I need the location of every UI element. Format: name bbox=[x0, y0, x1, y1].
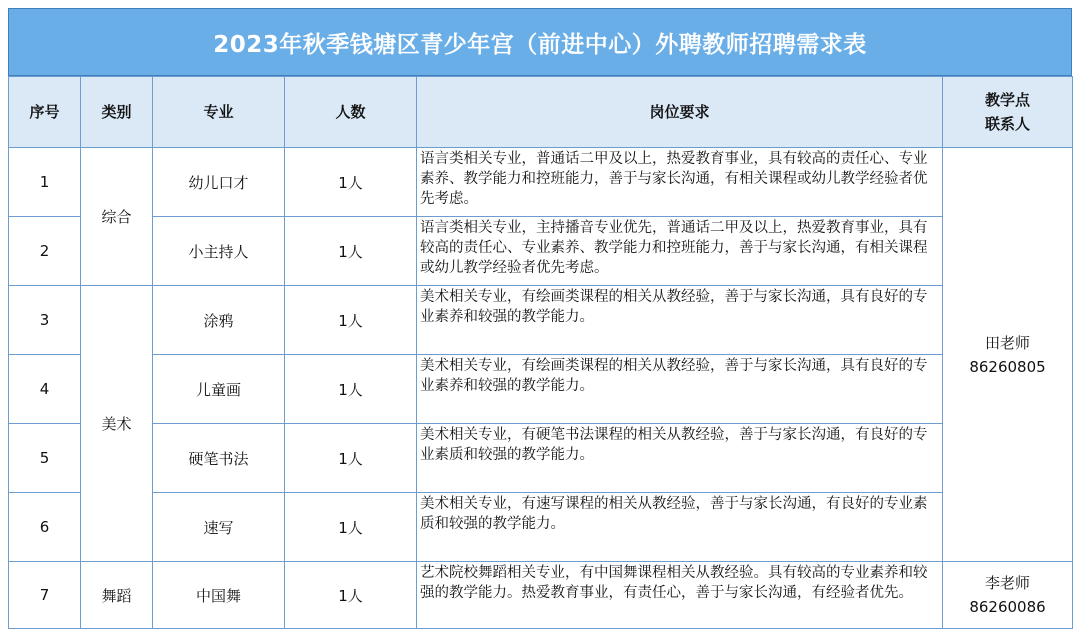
cell-index: 1 bbox=[9, 148, 81, 217]
header-contact bbox=[943, 77, 1073, 148]
cell-contact bbox=[943, 148, 1073, 562]
cell-count: 1人 bbox=[285, 148, 417, 217]
table-row bbox=[9, 493, 1073, 562]
cell-category: 美术 bbox=[81, 286, 153, 562]
cell-category: 综合 bbox=[81, 148, 153, 286]
cell-requirement: 美术相关专业，有绘画类课程的相关从教经验，善于与家长沟通，具有良好的专业素养和较强的教学能力。 bbox=[417, 286, 943, 355]
table-title-bar bbox=[8, 8, 1072, 76]
header-count: 人数 bbox=[285, 77, 417, 148]
cell-count: 1人 bbox=[285, 493, 417, 562]
table-row bbox=[9, 424, 1073, 493]
cell-major: 小主持人 bbox=[153, 217, 285, 286]
table-row bbox=[9, 562, 1073, 629]
header-requirement: 岗位要求 bbox=[417, 77, 943, 148]
cell-index: 2 bbox=[9, 217, 81, 286]
header-index: 序号 bbox=[9, 77, 81, 148]
contact-phone: 86260086 bbox=[969, 598, 1046, 616]
cell-index: 7 bbox=[9, 562, 81, 629]
cell-major: 中国舞 bbox=[153, 562, 285, 629]
header-row bbox=[9, 77, 1073, 148]
header-major: 专业 bbox=[153, 77, 285, 148]
cell-major: 幼儿口才 bbox=[153, 148, 285, 217]
cell-count: 1人 bbox=[285, 286, 417, 355]
cell-index: 5 bbox=[9, 424, 81, 493]
contact-name: 李老师 bbox=[984, 574, 1030, 592]
contact-phone: 86260805 bbox=[969, 357, 1046, 376]
cell-index: 6 bbox=[9, 493, 81, 562]
table-row bbox=[9, 286, 1073, 355]
cell-index: 3 bbox=[9, 286, 81, 355]
recruitment-table bbox=[8, 76, 1073, 629]
cell-count: 1人 bbox=[285, 355, 417, 424]
cell-major: 涂鸦 bbox=[153, 286, 285, 355]
header-category: 类别 bbox=[81, 77, 153, 148]
header-contact-line1: 教学点 bbox=[984, 91, 1030, 109]
header-contact-line2: 联系人 bbox=[984, 115, 1030, 133]
cell-requirement: 美术相关专业，有绘画类课程的相关从教经验，善于与家长沟通，具有良好的专业素养和较强的教学能力。 bbox=[417, 355, 943, 424]
table-row bbox=[9, 355, 1073, 424]
cell-major: 速写 bbox=[153, 493, 285, 562]
cell-requirement: 语言类相关专业，主持播音专业优先，普通话二甲及以上，热爱教育事业，具有较高的责任心、专业素养、教学能力和控班能力，善于与家长沟通，有相关课程或幼儿教学经验者优先考虑。 bbox=[417, 217, 943, 286]
cell-major: 儿童画 bbox=[153, 355, 285, 424]
cell-count: 1人 bbox=[285, 217, 417, 286]
page-title: 2023年秋季钱塘区青少年宫（前进中心）外聘教师招聘需求表 bbox=[213, 31, 867, 58]
cell-category: 舞蹈 bbox=[81, 562, 153, 629]
cell-requirement: 美术相关专业，有硬笔书法课程的相关从教经验，善于与家长沟通，有良好的专业素质和较强的教学能力。 bbox=[417, 424, 943, 493]
cell-index: 4 bbox=[9, 355, 81, 424]
table-row bbox=[9, 148, 1073, 217]
cell-count: 1人 bbox=[285, 562, 417, 629]
table-row bbox=[9, 217, 1073, 286]
cell-requirement: 艺术院校舞蹈相关专业，有中国舞课程相关从教经验。具有较高的专业素养和较强的教学能力。热爱教育事业，有责任心，善于与家长沟通，有经验者优先。 bbox=[417, 562, 943, 629]
cell-requirement: 语言类相关专业，普通话二甲及以上，热爱教育事业，具有较高的责任心、专业素养、教学能力和控班能力，善于与家长沟通，有相关课程或幼儿教学经验者优先考虑。 bbox=[417, 148, 943, 217]
cell-requirement: 美术相关专业，有速写课程的相关从教经验，善于与家长沟通，有良好的专业素质和较强的教学能力。 bbox=[417, 493, 943, 562]
cell-major: 硬笔书法 bbox=[153, 424, 285, 493]
cell-count: 1人 bbox=[285, 424, 417, 493]
cell-contact bbox=[943, 562, 1073, 629]
contact-name: 田老师 bbox=[984, 333, 1030, 352]
